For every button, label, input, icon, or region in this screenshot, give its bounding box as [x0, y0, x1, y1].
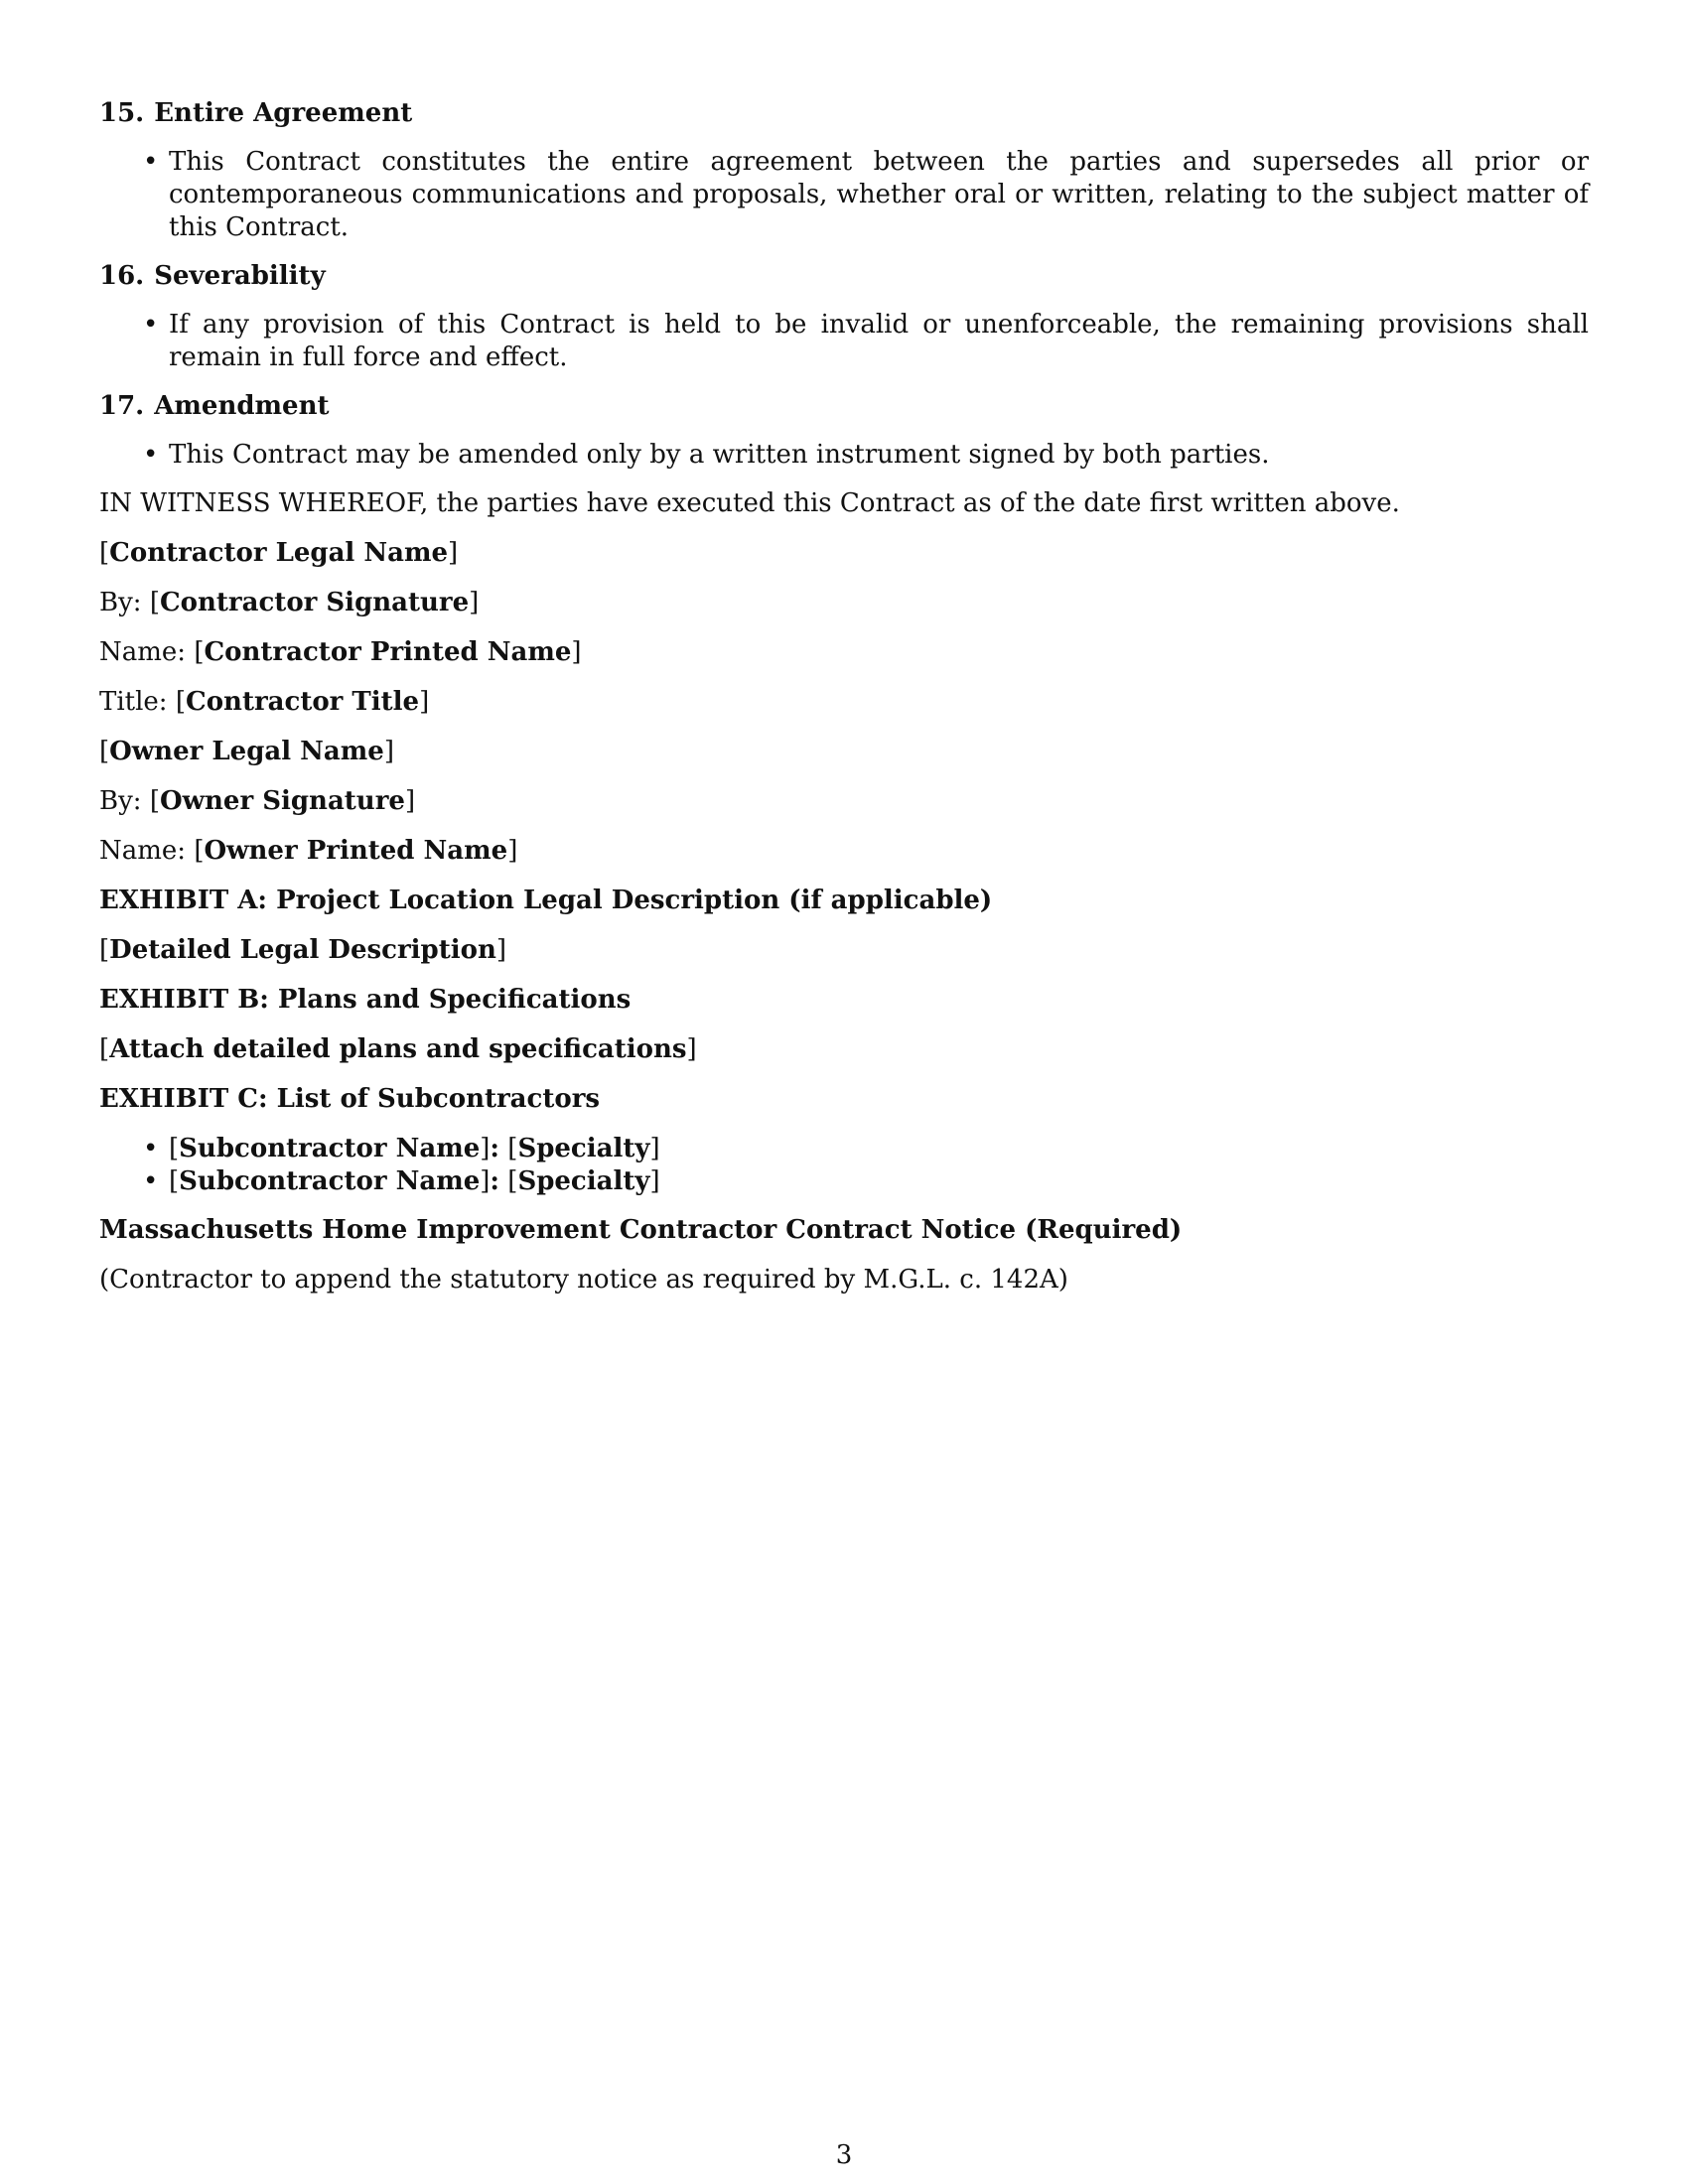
section-heading-entire-agreement: [99, 97, 1589, 130]
owner-signature-value: Owner Signature: [159, 786, 405, 816]
by-label: By:: [99, 588, 142, 617]
list-item: • [Subcontractor Name]: [Specialty]: [169, 1133, 1589, 1165]
section-number: 16.: [99, 261, 145, 291]
contractor-legal-name-value: Contractor Legal Name: [109, 538, 449, 568]
contractor-legal-name: [Contractor Legal Name]: [99, 538, 459, 568]
section-number: 15.: [99, 98, 145, 128]
section-number: 17.: [99, 391, 145, 421]
owner-printed-name-line: Name: [Owner Printed Name]: [99, 836, 518, 866]
notice-heading: Massachusetts Home Improvement Contractor Contract Notice (Required): [99, 1215, 1183, 1245]
exhibit-a-placeholder: [Detailed Legal Description]: [99, 935, 507, 965]
owner-legal-name-value: Owner Legal Name: [109, 737, 384, 766]
contractor-printed-name-value: Contractor Printed Name: [204, 637, 572, 667]
owner-printed-name-value: Owner Printed Name: [204, 836, 508, 866]
document-page: [99, 97, 1589, 1313]
title-label: Title:: [99, 687, 168, 717]
subcontractor-list: [99, 1133, 1589, 1198]
section-bullets: [99, 309, 1589, 374]
owner-signature-line: By: [Owner Signature]: [99, 786, 416, 816]
section-title: Amendment: [154, 391, 330, 421]
section-text-amendment: • This Contract may be amended only by a written instrument signed by both parties.: [169, 439, 1589, 472]
exhibit-c-heading: EXHIBIT C: List of Subcontractors: [99, 1084, 601, 1114]
exhibit-a-heading: EXHIBIT A: Project Location Legal Description (if applicable): [99, 886, 993, 915]
list-item: • [Subcontractor Name]: [Specialty]: [169, 1165, 1589, 1198]
by-label: By:: [99, 786, 142, 816]
contractor-title-line: Title: [Contractor Title]: [99, 687, 430, 717]
section-title: Entire Agreement: [154, 98, 413, 128]
page-number: 3: [835, 2140, 853, 2170]
section-bullets: [99, 439, 1589, 472]
section-heading-severability: [99, 260, 1589, 293]
section-title: Severability: [154, 261, 326, 291]
contractor-signature-line: By: [Contractor Signature]: [99, 588, 480, 617]
contractor-printed-name-line: Name: [Contractor Printed Name]: [99, 637, 582, 667]
contractor-title-value: Contractor Title: [186, 687, 420, 717]
section-text-entire-agreement: • This Contract constitutes the entire agreement between the parties and supersedes all prior or contemporaneous communications and proposals, whether oral or written, relating to the subject matter of this Contract.: [169, 146, 1589, 244]
exhibit-b-heading: EXHIBIT B: Plans and Specifications: [99, 985, 632, 1015]
section-text-severability: • If any provision of this Contract is held to be invalid or unenforceable, the remaining provisions shall remain in full force and effect.: [169, 309, 1589, 374]
subcontractor-name: Subcontractor Name: [179, 1134, 481, 1163]
exhibit-b-placeholder-value: Attach detailed plans and specifications: [109, 1034, 687, 1064]
subcontractor-specialty: Specialty: [517, 1134, 650, 1163]
name-label: Name:: [99, 836, 187, 866]
exhibit-a-placeholder-value: Detailed Legal Description: [109, 935, 496, 965]
contractor-signature-value: Contractor Signature: [159, 588, 470, 617]
witness-statement: IN WITNESS WHEREOF, the parties have executed this Contract as of the date first written above.: [99, 488, 1400, 518]
subcontractor-specialty: Specialty: [517, 1166, 650, 1196]
section-heading-amendment: [99, 390, 1589, 423]
notice-text: (Contractor to append the statutory notice as required by M.G.L. c. 142A): [99, 1265, 1068, 1295]
subcontractor-name: Subcontractor Name: [179, 1166, 481, 1196]
section-bullets: [99, 146, 1589, 244]
owner-legal-name: [Owner Legal Name]: [99, 737, 394, 766]
name-label: Name:: [99, 637, 187, 667]
exhibit-b-placeholder: [Attach detailed plans and specifications]: [99, 1034, 697, 1064]
